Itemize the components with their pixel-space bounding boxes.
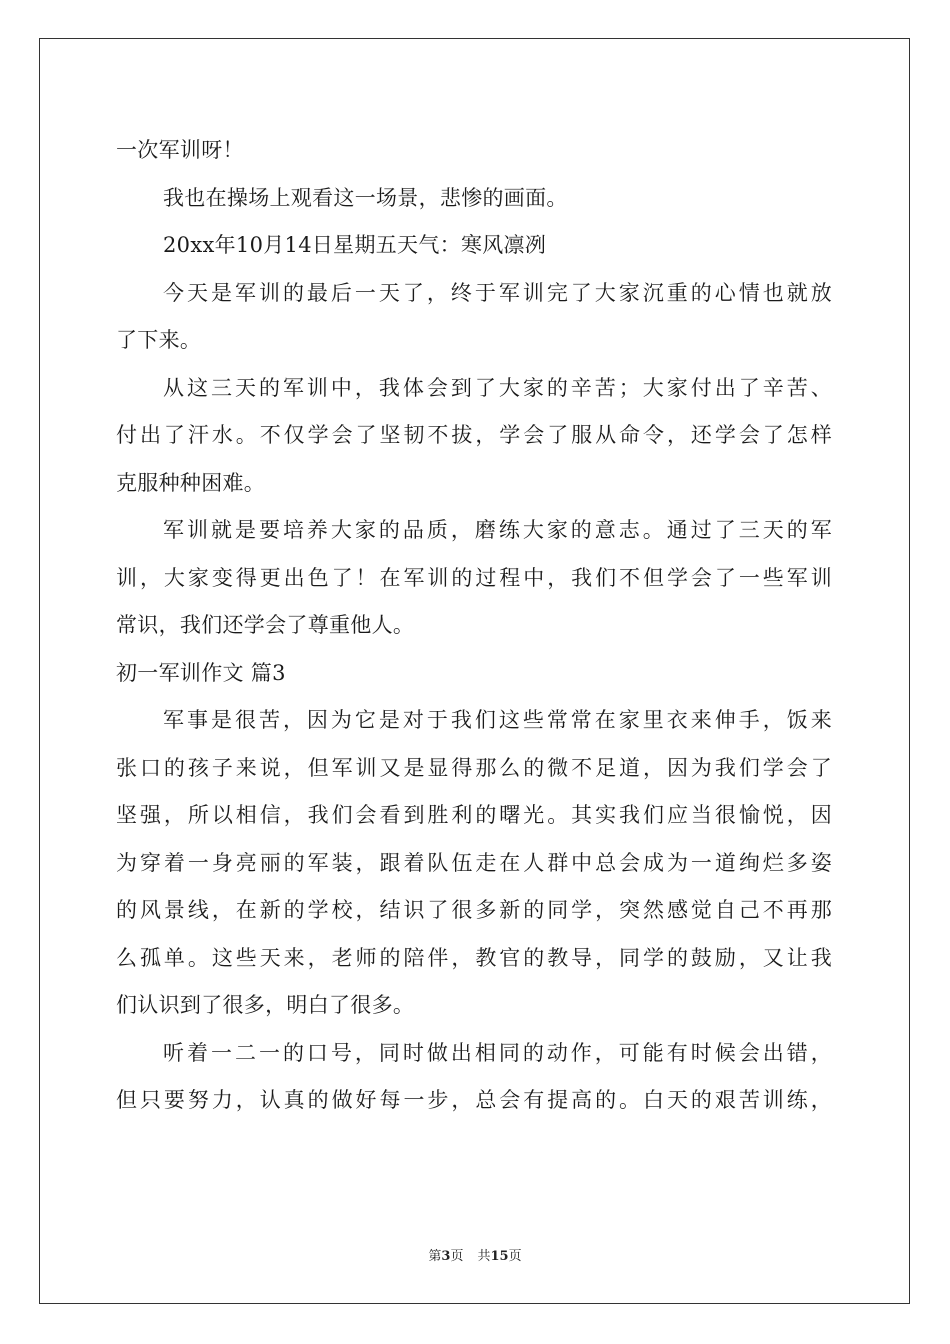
text-line: 一次军训呀！ — [116, 138, 244, 162]
page-prefix: 第 — [428, 1249, 442, 1264]
text-line: 听着一二一的口号，同时做出相同的动作，可能有时候会出错， — [163, 1040, 832, 1065]
total-suffix: 页 — [508, 1249, 522, 1264]
text-line: 训，大家变得更出色了！在军训的过程中，我们不但学会了一些军训 — [116, 565, 832, 590]
text-line: 常识，我们还学会了尊重他人。 — [116, 613, 415, 637]
document-body — [116, 127, 832, 1125]
text-line: 从这三天的军训中，我体会到了大家的辛苦；大家付出了辛苦、 — [163, 375, 832, 400]
text-line: 今天是军训的最后一天了，终于军训完了大家沉重的心情也就放 — [163, 280, 832, 305]
text-line: 军事是很苦，因为它是对于我们这些常常在家里衣来伸手，饭来 — [163, 708, 832, 732]
text-line: 但只要努力，认真的做好每一步，总会有提高的。白天的艰苦训练， — [116, 1088, 832, 1112]
text-line: 坚强，所以相信，我们会看到胜利的曙光。其实我们应当很愉悦，因 — [116, 803, 832, 827]
total-prefix: 共 — [477, 1249, 491, 1264]
text-line: 张口的孩子来说，但军训又是显得那么的微不足道，因为我们学会了 — [116, 755, 832, 780]
text-line: 们认识到了很多，明白了很多。 — [116, 993, 415, 1017]
text-line: 付出了汗水。不仅学会了坚韧不拔，学会了服从命令，还学会了怎样 — [116, 423, 832, 447]
page-number: 3 — [441, 1249, 451, 1264]
text-line: 么孤单。这些天来，老师的陪伴，教官的教导，同学的鼓励，又让我 — [116, 945, 832, 970]
text-line: 克服种种困难。 — [116, 470, 266, 495]
section-heading: 初一军训作文 篇3 — [116, 660, 286, 685]
text-line: 20xx年10月14日星期五天气：寒风凛冽 — [163, 233, 547, 257]
page-footer — [0, 1247, 950, 1267]
text-line: 军训就是要培养大家的品质，磨练大家的意志。通过了三天的军 — [163, 518, 832, 542]
text-line: 的风景线，在新的学校，结识了很多新的同学，突然感觉自己不再那 — [116, 898, 832, 922]
text-line: 我也在操场上观看这一场景，悲惨的画面。 — [163, 185, 568, 210]
page-suffix: 页 — [450, 1249, 464, 1264]
total-pages: 15 — [490, 1249, 509, 1264]
text-line: 为穿着一身亮丽的军装，跟着队伍走在人群中总会成为一道绚烂多姿 — [116, 850, 832, 875]
text-line: 了下来。 — [116, 328, 202, 352]
